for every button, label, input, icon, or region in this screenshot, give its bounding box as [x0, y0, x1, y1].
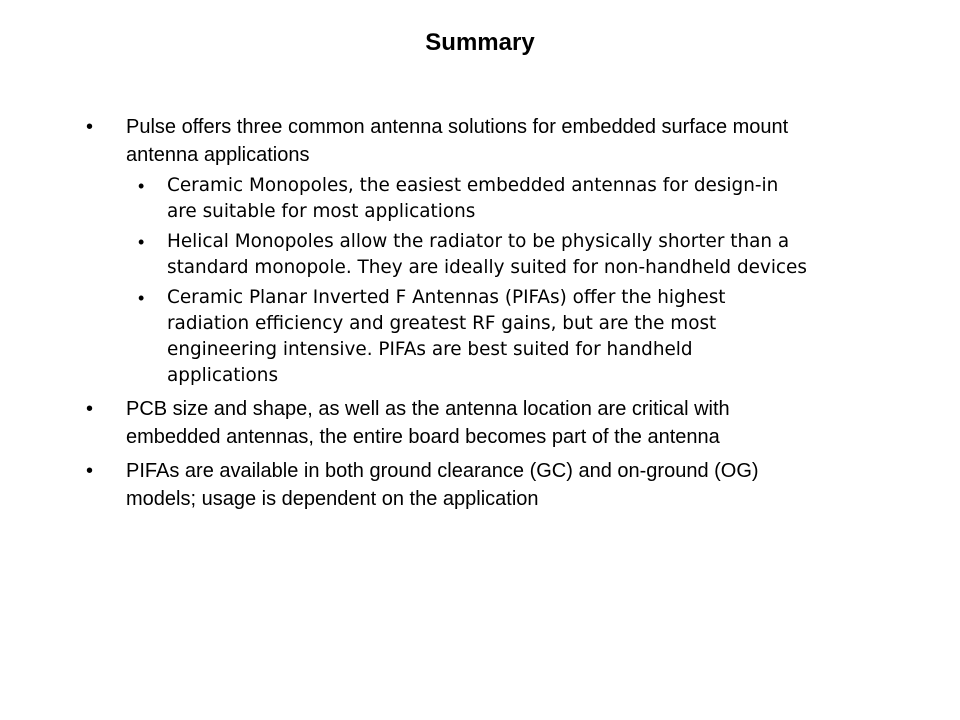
sub-bullet-marker: •: [138, 176, 145, 196]
sub-bullet-item: [126, 229, 807, 281]
sub-bullet-list: [126, 173, 816, 389]
sub-bullet-marker: •: [138, 288, 145, 308]
slide-content: [86, 113, 846, 519]
bullet-item: [86, 457, 816, 513]
bullet-item: [86, 113, 816, 389]
sub-bullet-item: [126, 173, 807, 225]
bullet-text: PCB size and shape, as well as the antenna location are critical with embedded antennas, the entire board becomes part of the antenna: [126, 398, 730, 448]
bullet-marker: •: [86, 116, 94, 138]
sub-bullet-text: Ceramic Monopoles, the easiest embedded antennas for design-in are suitable for most applications: [167, 175, 779, 222]
sub-bullet-marker: •: [138, 232, 145, 252]
bullet-marker: •: [86, 460, 94, 482]
bullet-marker: •: [86, 398, 94, 420]
bullet-text: PIFAs are available in both ground clearance (GC) and on-ground (OG) models; usage is dependent on the application: [126, 460, 759, 510]
bullet-item: [86, 395, 816, 451]
bullet-list: [86, 113, 846, 513]
bullet-text: Pulse offers three common antenna solutions for embedded surface mount antenna applications: [126, 116, 789, 166]
slide-title: Summary: [425, 29, 535, 56]
sub-bullet-text: Ceramic Planar Inverted F Antennas (PIFAs) offer the highest radiation efficiency and greatest RF gains, but are the most engineering intensive. PIFAs are best suited for handheld applications: [167, 287, 726, 386]
sub-bullet-item: [126, 285, 807, 389]
sub-bullet-text: Helical Monopoles allow the radiator to be physically shorter than a standard monopole. They are ideally suited for non-handheld devices: [167, 231, 807, 278]
